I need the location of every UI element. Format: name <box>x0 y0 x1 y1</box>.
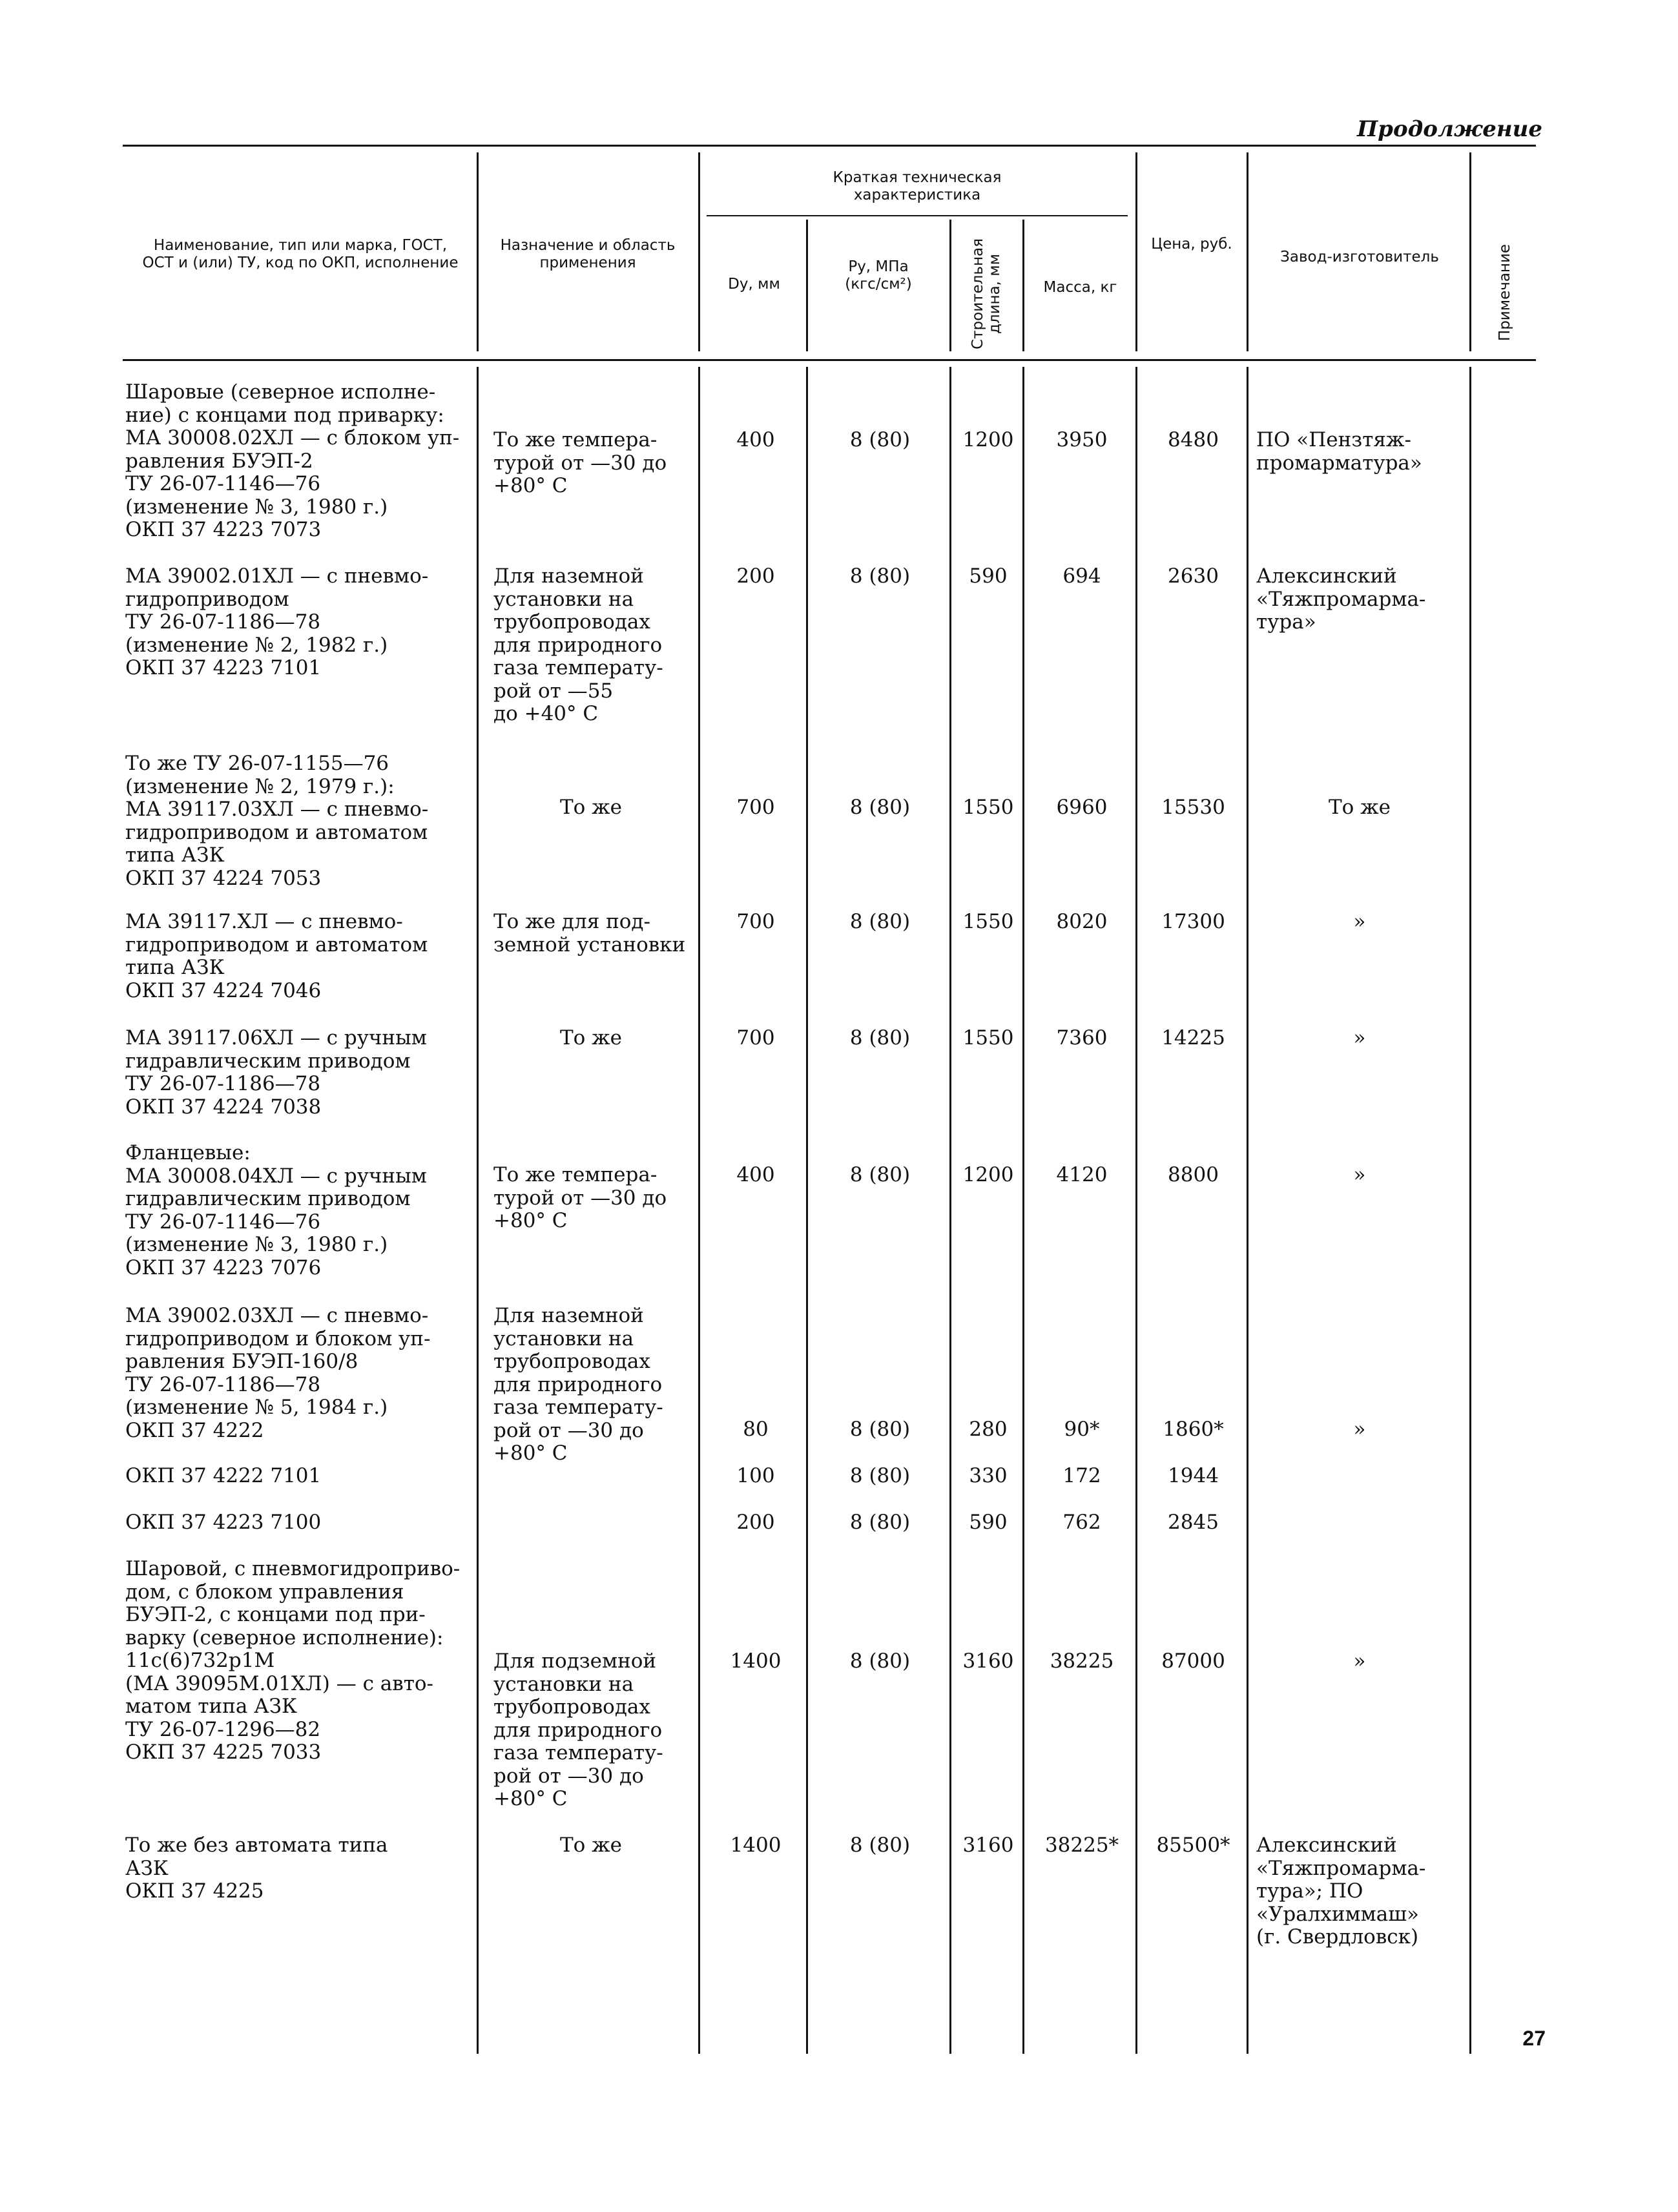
row11-mass: 38225* <box>1044 1834 1119 1857</box>
row1-length: 1200 <box>962 428 1014 451</box>
body-col-sep-6 <box>1135 367 1137 2054</box>
row11-py: 8 (80) <box>849 1834 911 1857</box>
hdr-col-sep-4 <box>949 220 951 351</box>
row2-length: 590 <box>969 564 1008 588</box>
row3-py: 8 (80) <box>849 796 911 819</box>
row10-mass: 38225 <box>1050 1649 1114 1673</box>
row5-purpose: То же <box>559 1026 623 1049</box>
row4-dy: 700 <box>736 910 775 933</box>
header-note: Примечание <box>1497 243 1513 342</box>
row7-dy: 80 <box>743 1418 769 1441</box>
hdr-col-sep-5 <box>1022 220 1024 351</box>
row6-name: Фланцевые: МА 30008.04ХЛ — с ручным гидравлическим приводом ТУ 26-07-1146—76 (изменение № 3, 1980 г.) ОКП 37 4223 7076 <box>125 1141 427 1279</box>
row6-length: 1200 <box>962 1163 1014 1186</box>
row5-maker: » <box>1353 1026 1366 1049</box>
header-name: Наименование, тип или марка, ГОСТ, ОСТ и (или) ТУ, код по ОКП, исполнение <box>142 237 459 271</box>
row9-length: 590 <box>969 1511 1008 1534</box>
header-tech: Краткая техническая характеристика <box>833 169 1002 203</box>
row2-mass: 694 <box>1062 564 1101 588</box>
row11-name: То же без автомата типа АЗК ОКП 37 4225 <box>125 1834 388 1903</box>
row8-price: 1944 <box>1168 1464 1219 1487</box>
row1-name: Шаровые (северное исполне- ние) с концами под приварку: МА 30008.02ХЛ — с блоком уп- равления БУЭП-2 ТУ 26-07-1146—76 (изменение № 3, 1980 г.) ОКП 37 4223 7073 <box>125 380 460 541</box>
row8-dy: 100 <box>736 1464 775 1487</box>
row7-py: 8 (80) <box>849 1418 911 1441</box>
row1-py: 8 (80) <box>849 428 911 451</box>
row5-dy: 700 <box>736 1026 775 1049</box>
row1-purpose: То же темпера- турой от —30 до +80° С <box>493 428 667 497</box>
row7-length: 280 <box>969 1418 1008 1441</box>
body-col-sep-7 <box>1247 367 1248 2054</box>
row4-length: 1550 <box>962 910 1014 933</box>
row3-name: То же ТУ 26-07-1155—76 (изменение № 2, 1979 г.): МА 39117.03ХЛ — с пневмо- гидроприводом и автоматом типа АЗК ОКП 37 4224 7053 <box>125 752 429 890</box>
row3-length: 1550 <box>962 796 1014 819</box>
row8-name: ОКП 37 4222 7101 <box>125 1464 322 1487</box>
header-length: Строительная длина, мм <box>969 238 1003 349</box>
body-col-sep-4 <box>949 367 951 2054</box>
body-col-sep-8 <box>1469 367 1471 2054</box>
row2-name: МА 39002.01ХЛ — с пневмо- гидроприводом ТУ 26-07-1186—78 (изменение № 2, 1982 г.) ОКП 37 4223 7101 <box>125 564 429 679</box>
row7-purpose: Для наземной установки на трубопроводах для природного газа температу- рой от —30 до +80° С <box>493 1304 663 1465</box>
body-col-sep-2 <box>698 367 700 2054</box>
row2-dy: 200 <box>736 564 775 588</box>
row6-purpose: То же темпера- турой от —30 до +80° С <box>493 1163 667 1232</box>
row6-maker: » <box>1353 1163 1366 1186</box>
header-price: Цена, руб. <box>1151 236 1232 253</box>
body-col-sep-1 <box>477 367 479 2054</box>
header-dy: Dу, мм <box>728 276 780 293</box>
row3-dy: 700 <box>736 796 775 819</box>
header-bottom-rule <box>123 359 1536 361</box>
row6-price: 8800 <box>1168 1163 1219 1186</box>
row10-maker: » <box>1353 1649 1366 1673</box>
row9-dy: 200 <box>736 1511 775 1534</box>
row9-name: ОКП 37 4223 7100 <box>125 1511 322 1534</box>
row10-purpose: Для подземной установки на трубопроводах для природного газа температу- рой от —30 до +80° С <box>493 1649 663 1810</box>
row1-price: 8480 <box>1168 428 1219 451</box>
row1-mass: 3950 <box>1056 428 1108 451</box>
hdr-col-sep-6 <box>1135 152 1137 351</box>
row4-mass: 8020 <box>1056 910 1108 933</box>
row2-maker: Алексинский «Тяжпромарма- тура» <box>1256 564 1426 634</box>
row9-mass: 762 <box>1062 1511 1101 1534</box>
row6-mass: 4120 <box>1056 1163 1108 1186</box>
row2-price: 2630 <box>1168 564 1219 588</box>
row4-py: 8 (80) <box>849 910 911 933</box>
hdr-col-sep-7 <box>1247 152 1248 351</box>
row8-length: 330 <box>969 1464 1008 1487</box>
row11-price: 85500* <box>1156 1834 1230 1857</box>
row11-purpose: То же <box>559 1834 623 1857</box>
header-py: Pу, МПа (кгс/см²) <box>845 258 912 293</box>
row3-maker: То же <box>1328 796 1391 819</box>
hdr-col-sep-2 <box>698 152 700 351</box>
row5-price: 14225 <box>1161 1026 1225 1049</box>
row9-py: 8 (80) <box>849 1511 911 1534</box>
row11-maker: Алексинский «Тяжпромарма- тура»; ПО «Уралхиммаш» (г. Свердловск) <box>1256 1834 1426 1948</box>
row1-maker: ПО «Пензтяж- промарматура» <box>1256 428 1422 475</box>
hdr-col-sep-3 <box>806 220 808 351</box>
row8-py: 8 (80) <box>849 1464 911 1487</box>
row8-mass: 172 <box>1062 1464 1101 1487</box>
row5-mass: 7360 <box>1056 1026 1108 1049</box>
row1-dy: 400 <box>736 428 775 451</box>
page-number: 27 <box>1522 2027 1546 2050</box>
row6-dy: 400 <box>736 1163 775 1186</box>
body-col-sep-3 <box>806 367 808 2054</box>
row11-length: 3160 <box>962 1834 1014 1857</box>
row9-price: 2845 <box>1168 1511 1219 1534</box>
hdr-col-sep-1 <box>477 152 479 351</box>
row10-length: 3160 <box>962 1649 1014 1673</box>
table-top-rule <box>123 145 1536 147</box>
row10-price: 87000 <box>1161 1649 1225 1673</box>
tech-subheader-rule <box>707 215 1128 216</box>
row5-name: МА 39117.06ХЛ — с ручным гидравлическим приводом ТУ 26-07-1186—78 ОКП 37 4224 7038 <box>125 1026 427 1119</box>
header-maker: Завод-изготовитель <box>1280 249 1439 265</box>
row7-maker: » <box>1353 1418 1366 1441</box>
row7-mass: 90* <box>1064 1418 1100 1441</box>
row10-py: 8 (80) <box>849 1649 911 1673</box>
hdr-col-sep-8 <box>1469 152 1471 351</box>
row10-name: Шаровой, с пневмогидроприво- дом, с блоком управления БУЭП-2, с концами под при- варку (северное исполнение): 11с(6)732р1М (МА 39095М.01ХЛ) — с авто- матом типа АЗК ТУ 26-07-1296—82 ОКП 37 4225 7033 <box>125 1557 461 1764</box>
row3-mass: 6960 <box>1056 796 1108 819</box>
continuation-label: Продолжение <box>1357 116 1542 142</box>
row5-py: 8 (80) <box>849 1026 911 1049</box>
row4-purpose: То же для под- земной установки <box>493 910 686 956</box>
row6-py: 8 (80) <box>849 1163 911 1186</box>
row3-price: 15530 <box>1161 796 1225 819</box>
row5-length: 1550 <box>962 1026 1014 1049</box>
header-purpose: Назначение и область применения <box>500 237 676 271</box>
row10-dy: 1400 <box>730 1649 782 1673</box>
row4-name: МА 39117.ХЛ — с пневмо- гидроприводом и автоматом типа АЗК ОКП 37 4224 7046 <box>125 910 428 1002</box>
row2-purpose: Для наземной установки на трубопроводах для природного газа температу- рой от —55 до +40° С <box>493 564 663 725</box>
row7-name: МА 39002.03ХЛ — с пневмо- гидроприводом и блоком уп- равления БУЭП-160/8 ТУ 26-07-1186—78 (изменение № 5, 1984 г.) ОКП 37 4222 <box>125 1304 431 1442</box>
header-mass: Масса, кг <box>1043 279 1117 296</box>
row4-maker: » <box>1353 910 1366 933</box>
row3-purpose: То же <box>559 796 623 819</box>
row2-py: 8 (80) <box>849 564 911 588</box>
body-col-sep-5 <box>1022 367 1024 2054</box>
row7-price: 1860* <box>1163 1418 1224 1441</box>
row4-price: 17300 <box>1161 910 1225 933</box>
row11-dy: 1400 <box>730 1834 782 1857</box>
